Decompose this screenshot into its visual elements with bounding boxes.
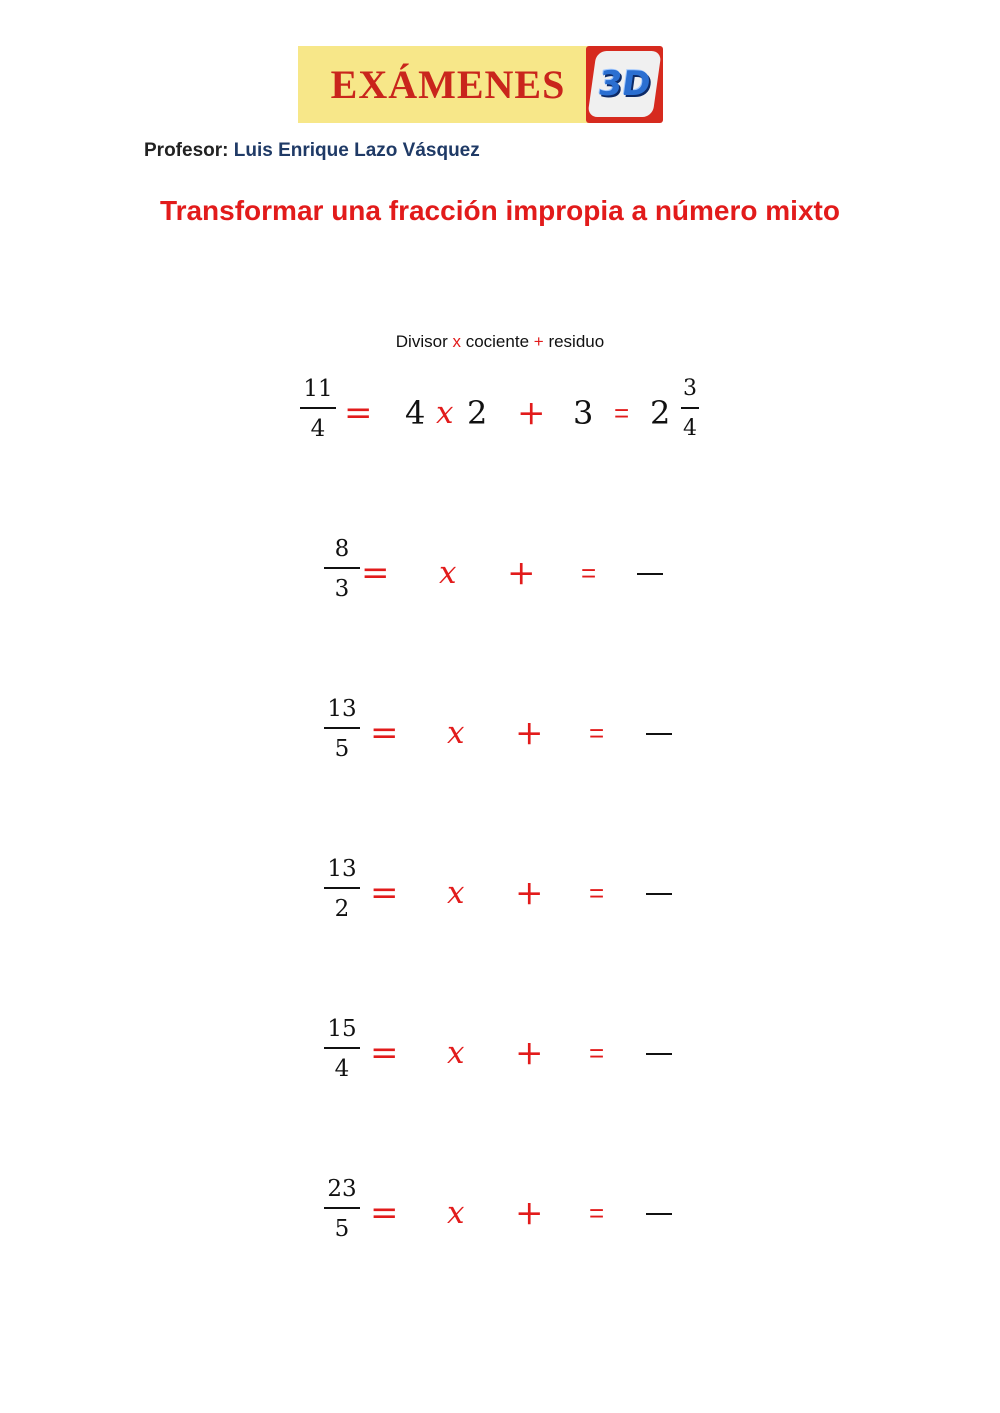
times-sign: x [447, 875, 465, 911]
equals-sign: = [589, 1038, 605, 1068]
exercise-fraction [318, 535, 366, 603]
fraction-bar [300, 407, 336, 409]
fraction-denominator: 4 [310, 416, 326, 442]
equals-sign: = [589, 718, 605, 748]
equals-sign: = [589, 1198, 605, 1228]
fraction-denominator: 4 [683, 416, 697, 441]
exercise-fraction [318, 695, 366, 763]
fraction-bar [324, 1207, 360, 1209]
answer-blank [646, 1053, 672, 1055]
fraction-numerator: 15 [327, 1016, 357, 1042]
equals-sign: = [370, 1033, 399, 1073]
equals-sign: = [370, 713, 399, 753]
exercise-fraction [318, 855, 366, 923]
teacher-label: Profesor: [144, 140, 229, 161]
equals-sign: = [589, 878, 605, 908]
times-sign: x [447, 1195, 465, 1231]
exercise-row [0, 855, 1000, 945]
example-row [0, 375, 1000, 465]
times-sign: x [436, 395, 454, 431]
exercise-row [0, 1015, 1000, 1105]
formula-divisor: Divisor [395, 332, 448, 351]
equals-sign: = [370, 1193, 399, 1233]
plus-sign: + [515, 873, 544, 913]
equals-sign: = [344, 393, 373, 433]
fraction-denominator: 5 [334, 736, 350, 762]
fraction-denominator: 3 [334, 576, 350, 602]
equals-sign: = [614, 398, 630, 428]
examenes-3d-logo [298, 46, 664, 123]
fraction-numerator: 13 [327, 696, 357, 722]
fraction-numerator: 11 [303, 376, 333, 402]
fraction-bar [324, 1047, 360, 1049]
answer-blank [646, 893, 672, 895]
logo-3d-badge-text: 3D [587, 51, 661, 117]
fraction-bar [324, 567, 360, 569]
times-sign: x [447, 1035, 465, 1071]
answer-blank [637, 573, 663, 575]
exercise-row [0, 695, 1000, 785]
answer-blank [646, 733, 672, 735]
teacher-name: Luis Enrique Lazo Vásquez [233, 140, 480, 161]
exercise-fraction [318, 1015, 366, 1083]
plus-sign: + [507, 553, 536, 593]
fraction-denominator: 5 [334, 1216, 350, 1242]
exercise-row [0, 1175, 1000, 1265]
example-fraction [294, 375, 342, 443]
fraction-denominator: 4 [334, 1056, 350, 1082]
answer-blank [646, 1213, 672, 1215]
example-divisor: 4 [405, 394, 426, 432]
times-sign: x [447, 715, 465, 751]
formula-hint [0, 332, 1000, 352]
fraction-numerator: 3 [683, 376, 697, 401]
page-title: Transformar una fracción impropia a número mixto [160, 195, 840, 226]
fraction-bar [324, 727, 360, 729]
fraction-numerator: 13 [327, 856, 357, 882]
equals-sign: = [361, 553, 390, 593]
formula-times: x [452, 332, 461, 351]
fraction-denominator: 2 [334, 896, 350, 922]
fraction-numerator: 8 [334, 536, 350, 562]
times-sign: x [439, 555, 457, 591]
formula-remainder: residuo [548, 332, 605, 351]
formula-quotient: cociente [465, 332, 530, 351]
plus-sign: + [515, 1193, 544, 1233]
exercise-fraction [318, 1175, 366, 1243]
plus-sign: + [515, 1033, 544, 1073]
fraction-bar [681, 407, 699, 409]
example-result-fraction [675, 375, 705, 443]
logo-3d-badge [586, 46, 663, 123]
fraction-numerator: 23 [327, 1176, 357, 1202]
example-quotient: 2 [467, 394, 488, 432]
formula-plus: + [533, 332, 544, 351]
teacher-line [144, 140, 480, 162]
example-remainder: 3 [573, 394, 594, 432]
plus-sign: + [515, 713, 544, 753]
equals-sign: = [581, 558, 597, 588]
logo-text: EXÁMENES [330, 62, 566, 107]
exercise-row [0, 535, 1000, 625]
fraction-bar [324, 887, 360, 889]
equals-sign: = [370, 873, 399, 913]
example-whole-number: 2 [650, 394, 671, 432]
plus-sign: + [517, 393, 546, 433]
